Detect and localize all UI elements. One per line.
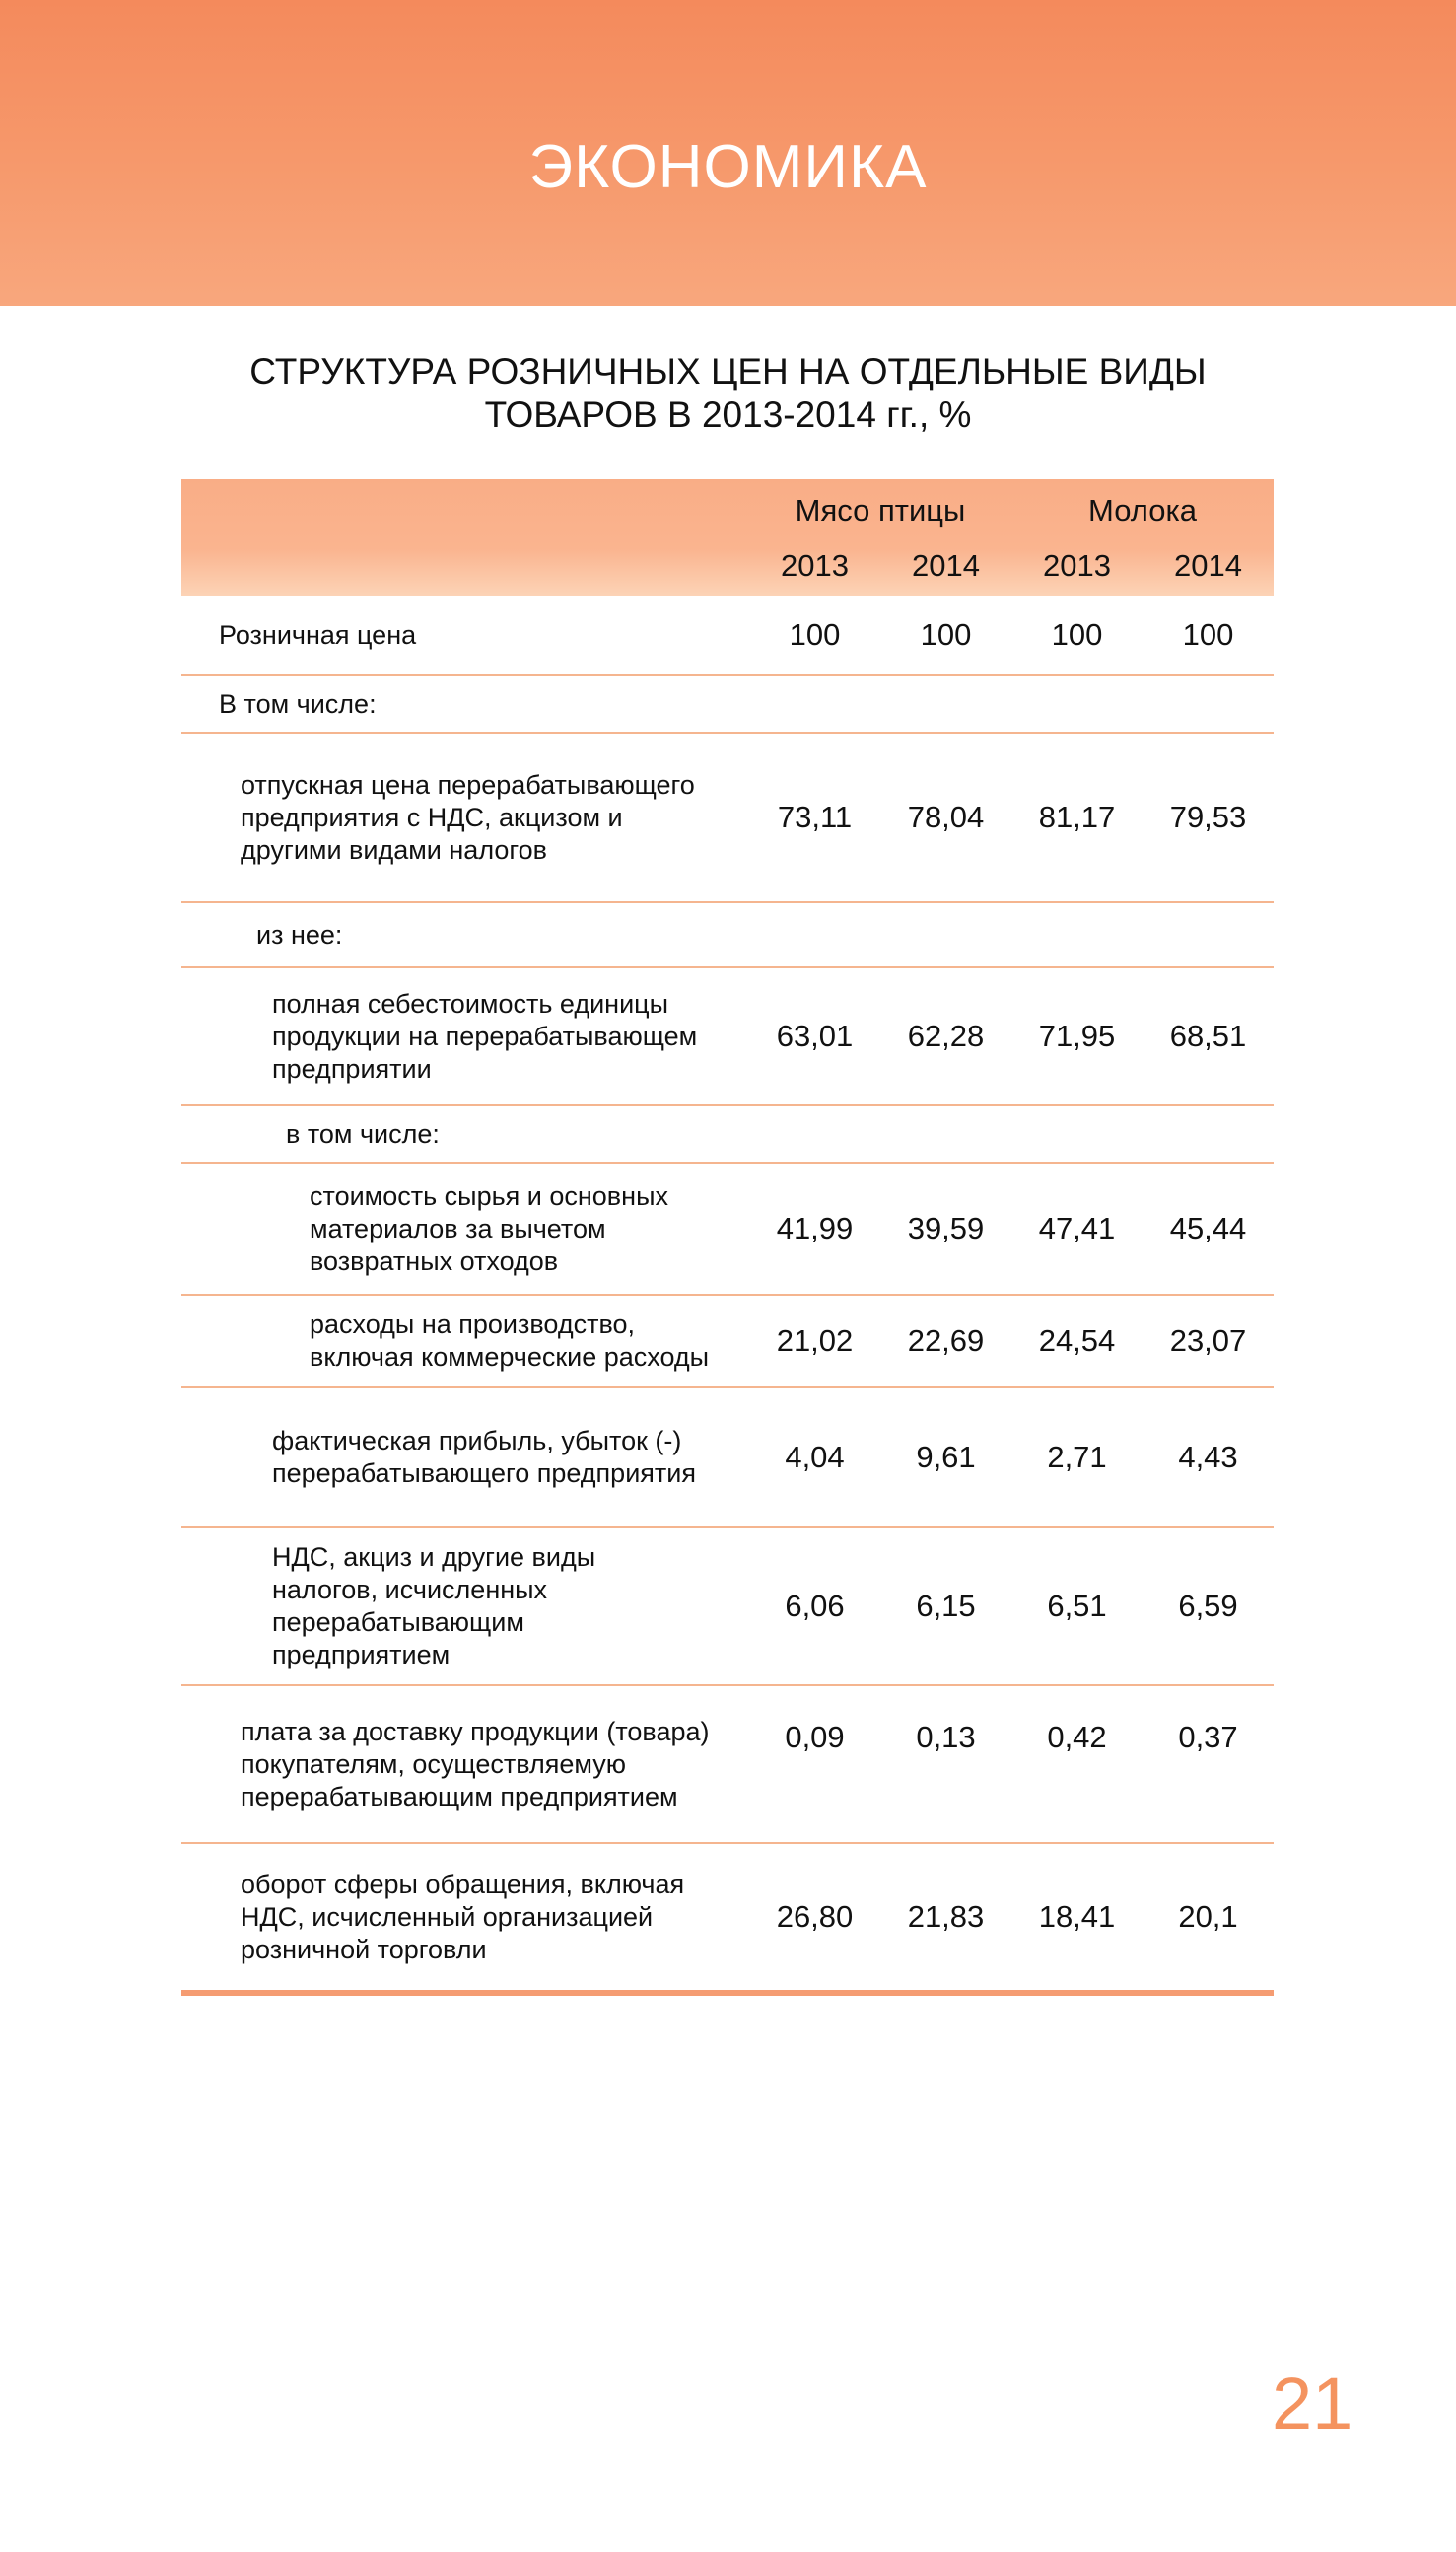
table-cell: 41,99 bbox=[776, 1211, 854, 1245]
table-cell: 0,13 bbox=[916, 1720, 976, 1754]
table-cell: 20,1 bbox=[1178, 1899, 1238, 1934]
row-label: плата за доставку продукции (товара) покупателям, осуществляемую перерабатывающим предприятием bbox=[241, 1716, 710, 1811]
row-label: расходы на производство, включая коммерческие расходы bbox=[310, 1310, 710, 1372]
column-group-milk: Молока bbox=[1088, 493, 1197, 528]
row-label: стоимость сырья и основных материалов за вычетом возвратных отходов bbox=[310, 1180, 668, 1276]
table-row bbox=[181, 903, 1274, 968]
table-row bbox=[181, 596, 1274, 676]
table-row bbox=[181, 968, 1274, 1106]
table-cell: 47,41 bbox=[1038, 1211, 1116, 1245]
table-cell: 6,06 bbox=[785, 1589, 845, 1623]
row-label: фактическая прибыль, убыток (-) перерабатывающего предприятия bbox=[272, 1426, 696, 1488]
table-row bbox=[181, 1296, 1274, 1388]
table-cell: 100 bbox=[1051, 617, 1103, 652]
table-cell: 23,07 bbox=[1169, 1323, 1247, 1358]
document-title bbox=[177, 350, 1279, 437]
table-cell: 21,83 bbox=[907, 1899, 985, 1934]
column-year: 2014 bbox=[1174, 548, 1242, 583]
table-cell: 100 bbox=[789, 617, 841, 652]
table-row bbox=[181, 1686, 1274, 1844]
table-row bbox=[181, 734, 1274, 903]
section-title: ЭКОНОМИКА bbox=[528, 133, 928, 201]
table-cell: 63,01 bbox=[776, 1019, 854, 1053]
column-group-poultry: Мясо птицы bbox=[795, 493, 966, 528]
table-cell: 26,80 bbox=[776, 1899, 854, 1934]
table-row bbox=[181, 1164, 1274, 1296]
table-cell: 22,69 bbox=[907, 1323, 985, 1358]
table-cell: 73,11 bbox=[777, 800, 853, 834]
table-cell: 21,02 bbox=[776, 1323, 854, 1358]
row-label: Розничная цена bbox=[219, 619, 417, 650]
table-cell: 4,04 bbox=[785, 1440, 845, 1474]
page-number: 21 bbox=[1272, 2363, 1353, 2445]
table-cell: 0,37 bbox=[1178, 1720, 1238, 1754]
table-cell: 6,51 bbox=[1047, 1589, 1107, 1623]
column-year: 2013 bbox=[781, 548, 849, 583]
table-row bbox=[181, 1106, 1274, 1164]
column-year: 2013 bbox=[1043, 548, 1111, 583]
table-row bbox=[181, 1528, 1274, 1686]
table-cell: 0,09 bbox=[785, 1720, 845, 1754]
document-title-line-2: ТОВАРОВ В 2013-2014 гг., % bbox=[484, 394, 972, 435]
table-row bbox=[181, 1844, 1274, 1996]
row-label: оборот сферы обращения, включая НДС, исчисленный организацией розничной торговли bbox=[241, 1869, 685, 1964]
table-cell: 6,15 bbox=[916, 1589, 976, 1623]
table-cell: 2,71 bbox=[1047, 1440, 1107, 1474]
table-cell: 81,17 bbox=[1038, 800, 1116, 834]
table-cell: 71,95 bbox=[1038, 1019, 1116, 1053]
table-cell: 79,53 bbox=[1169, 800, 1247, 834]
table-cell: 100 bbox=[1182, 617, 1234, 652]
table-cell: 6,59 bbox=[1178, 1589, 1238, 1623]
table-cell: 45,44 bbox=[1169, 1211, 1247, 1245]
table-cell: 18,41 bbox=[1038, 1899, 1116, 1934]
row-label: отпускная цена перерабатывающего предприятия с НДС, акцизом и другими видами налогов bbox=[241, 769, 695, 865]
row-label: В том числе: bbox=[219, 688, 377, 719]
table-cell: 0,42 bbox=[1047, 1720, 1107, 1754]
column-year: 2014 bbox=[912, 548, 980, 583]
table-cell: 62,28 bbox=[907, 1019, 985, 1053]
price-structure-table bbox=[181, 479, 1274, 1996]
row-label: в том числе: bbox=[286, 1118, 440, 1149]
table-cell: 4,43 bbox=[1178, 1440, 1238, 1474]
header-banner bbox=[0, 0, 1456, 306]
row-label: полная себестоимость единицы продукции на перерабатывающем предприятии bbox=[272, 988, 698, 1084]
table-cell: 39,59 bbox=[907, 1211, 985, 1245]
table-cell: 9,61 bbox=[916, 1440, 976, 1474]
table-row bbox=[181, 1388, 1274, 1528]
row-label: из нее: bbox=[256, 919, 343, 950]
table-cell: 24,54 bbox=[1038, 1323, 1116, 1358]
table-cell: 78,04 bbox=[907, 800, 985, 834]
table-cell: 68,51 bbox=[1169, 1019, 1247, 1053]
row-label: НДС, акциз и другие виды налогов, исчисленных перерабатывающим предприятием bbox=[272, 1542, 596, 1669]
table-row bbox=[181, 676, 1274, 734]
table-header bbox=[181, 479, 1274, 596]
document-title-line-1: СТРУКТУРА РОЗНИЧНЫХ ЦЕН НА ОТДЕЛЬНЫЕ ВИДЫ bbox=[249, 351, 1207, 391]
table-cell: 100 bbox=[920, 617, 972, 652]
